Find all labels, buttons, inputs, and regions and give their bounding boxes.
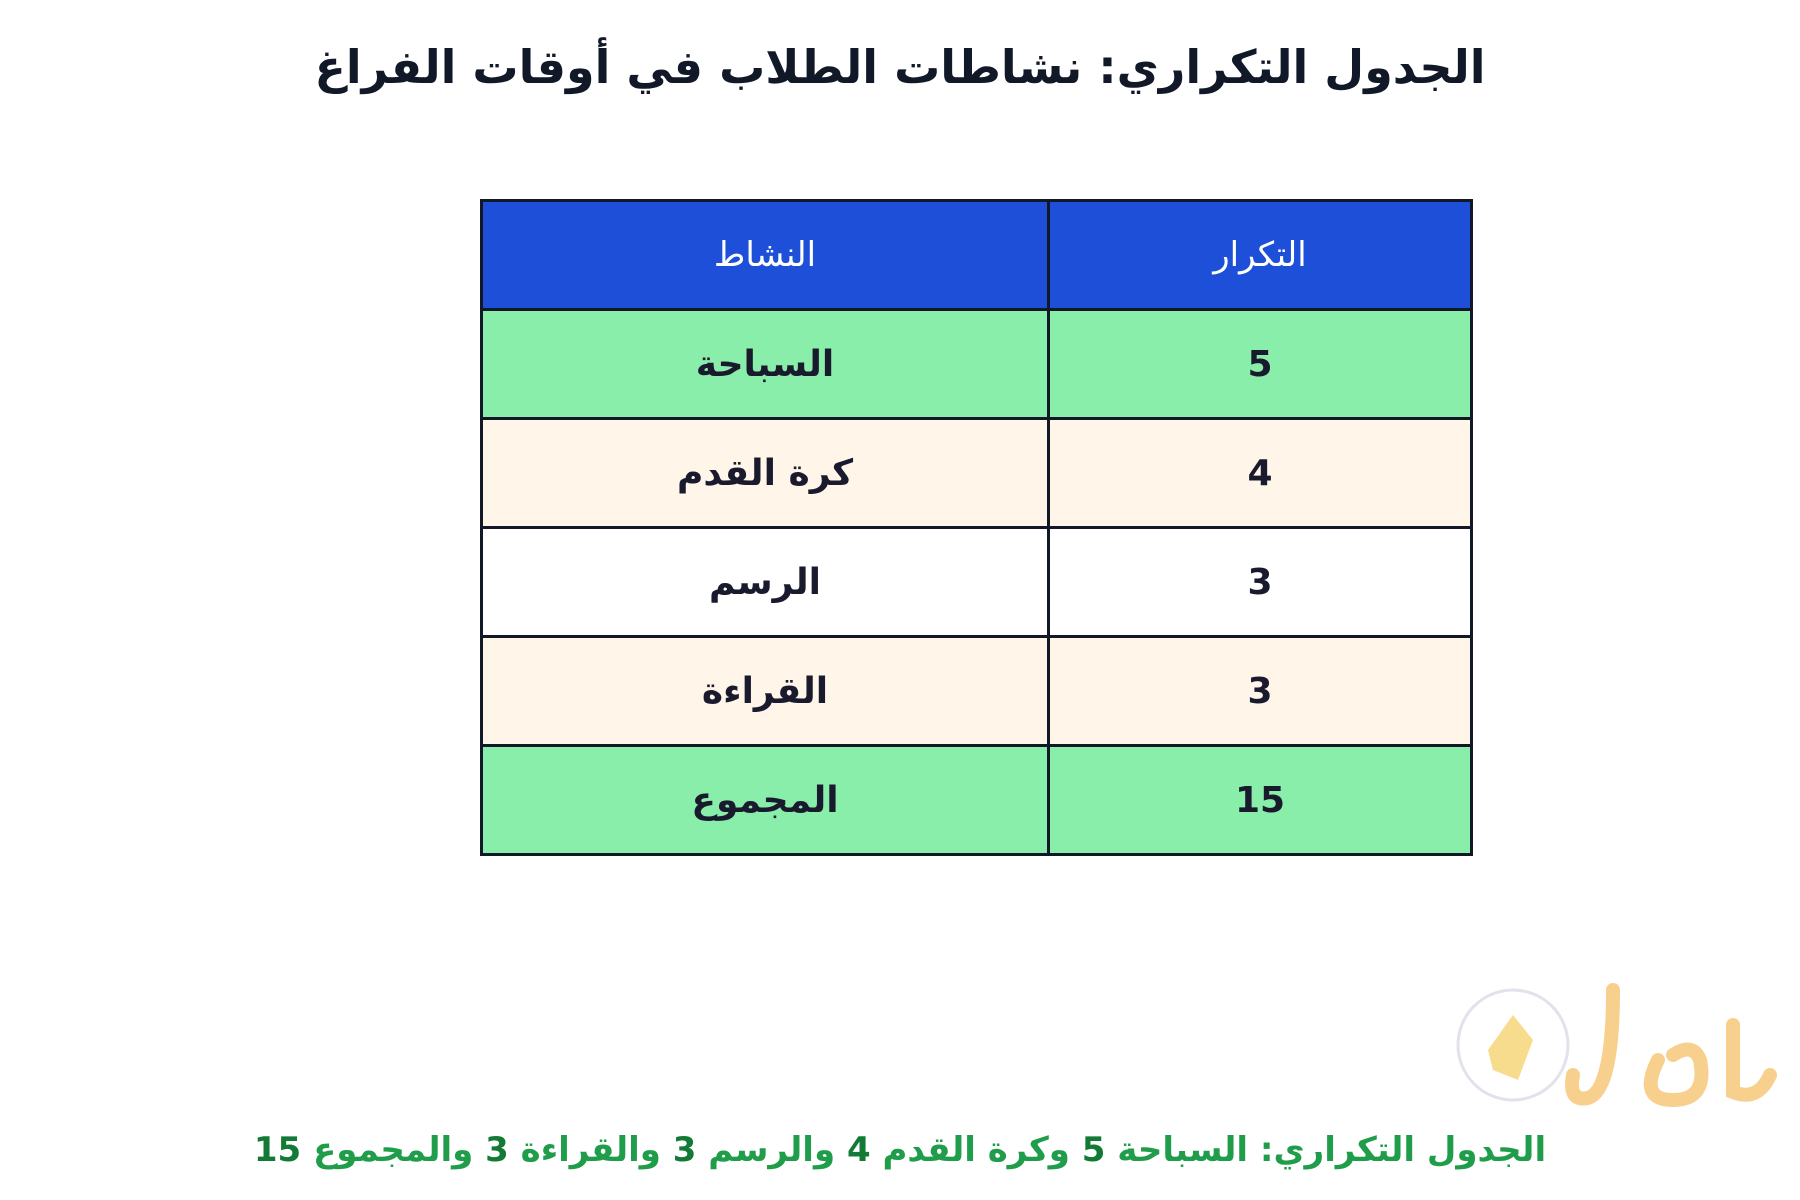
summary-value: 4 xyxy=(846,1130,871,1170)
summary-text: والقراءة xyxy=(520,1130,661,1170)
table-row xyxy=(482,637,1472,746)
count-cell: 4 xyxy=(1049,419,1472,528)
total-label-cell: المجموع xyxy=(482,746,1049,855)
table-total-row xyxy=(482,746,1472,855)
activity-cell: السباحة xyxy=(482,310,1049,419)
summary-text: وكرة القدم xyxy=(882,1130,1070,1170)
activity-cell: الرسم xyxy=(482,528,1049,637)
total-count-cell: 15 xyxy=(1049,746,1472,855)
summary-text: والمجموع xyxy=(313,1130,474,1170)
activity-cell: كرة القدم xyxy=(482,419,1049,528)
activity-cell: القراءة xyxy=(482,637,1049,746)
count-cell: 3 xyxy=(1049,528,1472,637)
table-row xyxy=(482,419,1472,528)
count-cell: 3 xyxy=(1049,637,1472,746)
summary-caption xyxy=(0,1130,1800,1170)
site-logo xyxy=(1448,980,1778,1110)
frequency-table xyxy=(480,199,1473,856)
summary-text: والرسم xyxy=(708,1130,836,1170)
table-row xyxy=(482,528,1472,637)
summary-value: 5 xyxy=(1081,1130,1106,1170)
header-count: التكرار xyxy=(1049,201,1472,310)
summary-value: 3 xyxy=(485,1130,509,1170)
summary-value: 15 xyxy=(253,1130,302,1170)
table-row xyxy=(482,310,1472,419)
summary-text: الجدول التكراري: السباحة xyxy=(1117,1130,1547,1170)
page-title: الجدول التكراري: نشاطات الطلاب في أوقات الفراغ xyxy=(314,40,1486,94)
header-activity: النشاط xyxy=(482,201,1049,310)
table-header-row xyxy=(482,201,1472,310)
count-cell: 5 xyxy=(1049,310,1472,419)
summary-value: 3 xyxy=(672,1130,697,1170)
